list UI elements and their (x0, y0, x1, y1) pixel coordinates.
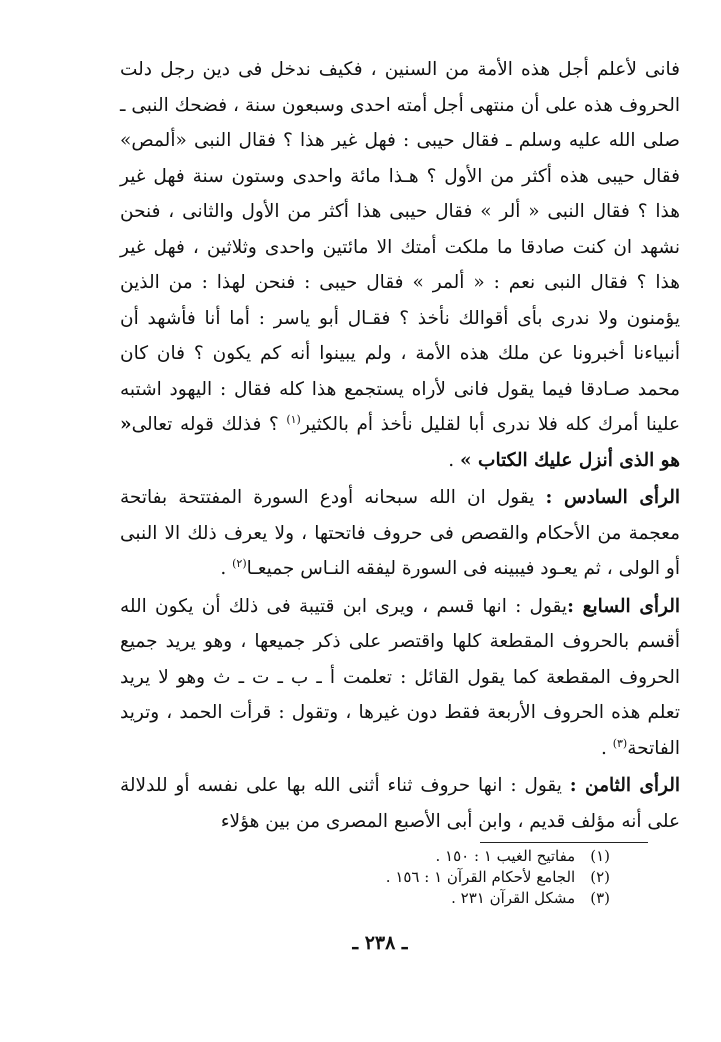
footnote-marker: (٣) (612, 736, 628, 750)
paragraph-opinion-seven (120, 589, 680, 767)
paragraph-continuation (120, 52, 680, 478)
opinion-heading: الرأى السادس : (545, 487, 680, 508)
page-number: ـ ٢٣٨ ـ (352, 932, 408, 954)
footnote-text: الجامع لأحكام القرآن ١ : ١٥٦ . (385, 868, 576, 886)
footnote-marker: (٢) (232, 556, 247, 570)
body-text (120, 52, 680, 839)
footnote-item (300, 867, 610, 888)
footnote-item (300, 846, 610, 867)
opinion-heading: الرأى الثامن : (569, 775, 680, 796)
paragraph-end: . (448, 449, 461, 471)
paragraph-tail: . (220, 558, 233, 579)
footnotes (300, 846, 610, 909)
footnote-text: مشكل القرآن ٢٣١ . (451, 889, 576, 907)
quran-quote: « هو الذى أنزل عليك الكتاب » (120, 414, 680, 471)
paragraph-text: يقول ان الله سبحانه أودع السورة المفتتحة بفاتحة معجمة من الأحكام والقصص فى حروف فاتحتها ، ولا يعرف ذلك الا النبى أو الولى ، ثم يعـود فيبينه فى السورة ليفقه النـاس جميعـا (120, 487, 680, 579)
footnote-divider (480, 842, 648, 843)
footnote-marker: (١) (286, 412, 301, 426)
footnote-number: (١) (590, 847, 610, 865)
footnote-number: (٢) (590, 868, 610, 886)
paragraph-opinion-six (120, 480, 680, 587)
paragraph-tail: . (600, 737, 613, 759)
paragraph-text: يقول : انها قسم ، ويرى ابن قتيبة فى ذلك أن يكون الله أقسم بالحروف المقطعة كلها واقتصر على ذكر جميعها ، وهو يريد جميع الحروف المقطعة كما يقول القائل : تعلمت أ ـ ب ـ ت ـ ث وهو لا يريد تعلم هذه الحروف الأربعة فقط دون غيرها ، وتقول : قرأت الحمد ، وتريد الفاتحة (120, 595, 680, 759)
opinion-heading: الرأى السابع : (567, 595, 680, 617)
paragraph-text: يقول : انها حروف ثناء أثنى الله بها على نفسه أو للدلالة على أنه مؤلف قديم ، وابن أبى الأصبع المصرى من بين هؤلاء (120, 775, 680, 832)
paragraph-text: فانى لأعلم أجل هذه الأمة من السنين ، فكيف ندخل فى دين رجل دلت الحروف هذه على أن منتهى أجل أمته احدى وسبعون سنة ، فضحك النبى ـ صلى الله عليه وسلم ـ فقال حيبى : فهل غير هذا ؟ فقال النبى «ألمص» فقال حيبى هذه أكثر من الأول ؟ هـذا مائة واحدى وستون سنة فهل غير هذا ؟ فقال النبى « ألر » فقال حيبى هذا أكثر من الأول والثانى ، فنحن نشهد ان كنت صادقا ما ملكت أمتك الا مائتين واحدى وثلاثين ، فهل غير هذا ؟ فقال النبى نعم : « ألمر » فقال حيبى : فنحن لهذا : من الذين يؤمنون ولا ندرى بأى أقوالك نأخذ ؟ فقـال أبو ياسر : أما أنا فأشهد أن أنبياءنا أخبرونا عن ملك هذه الأمة ، ولم يبينوا أنه كم يكون ؟ فان كان محمد صـادقا فيما يقول فانى لأراه يستجمع هذا كله فقال : اليهود اشتبه علينا أمرك كله فلا ندرى أبا لقليل نأخذ أم بالكثير (120, 59, 680, 435)
paragraph-opinion-eight (120, 768, 680, 839)
footnote-number: (٣) (590, 889, 610, 907)
footnote-text: مفاتيح الغيب ١ : ١٥٠ . (435, 847, 576, 865)
paragraph-tail: ؟ فذلك قوله تعالى (131, 414, 287, 435)
footnote-item (300, 888, 610, 909)
